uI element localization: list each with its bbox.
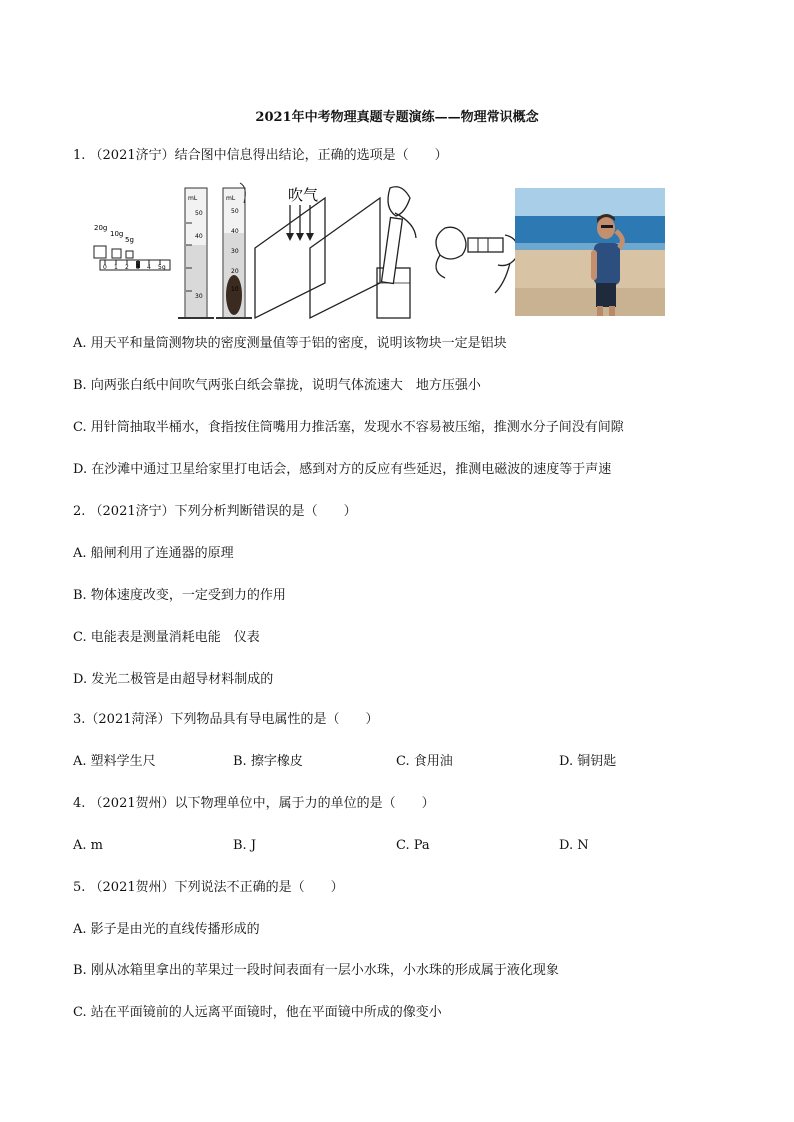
q2-option-b: B. 物体速度改变，一定受到力的作用 [73, 588, 286, 603]
question-2-stem: 2. （2021济宁）下列分析判断错误的是（ ） [73, 504, 357, 519]
q3-option-d: D. 铜钥匙 [559, 754, 617, 769]
cylinder-1-tick-40: 40 [195, 233, 203, 240]
q2-option-c: C. 电能表是测量消耗电能 仪表 [73, 630, 260, 645]
question-3-stem: 3.（2021菏泽）下列物品具有导电属性的是（ ） [73, 712, 379, 727]
syringe-beaker-figure [377, 187, 416, 318]
q5-option-c: C. 站在平面镜前的人远离平面镜时，他在平面镜中所成的像变小 [73, 1005, 442, 1020]
q4-option-a: A. m [73, 838, 103, 853]
q2-option-a: A. 船闸利用了连通器的原理 [73, 546, 234, 561]
balance-figure [94, 224, 170, 271]
cylinder-2-tick-20: 20 [231, 268, 239, 275]
q5-option-a: A. 影子是由光的直线传播形成的 [73, 922, 260, 937]
q1-option-b: B. 向两张白纸中间吹气两张白纸会靠拢，说明气体流速大 地方压强小 [73, 378, 481, 393]
cylinder-1 [178, 188, 214, 318]
scale-tick-2: 2 [125, 264, 129, 271]
scale-tick-4: 4 [147, 264, 151, 271]
cylinder-2-tick-40: 40 [231, 228, 239, 235]
q4-option-b: B. J [233, 838, 257, 853]
beach-phone-call-photo [515, 188, 665, 316]
weight-label-5g: 5g [125, 236, 134, 244]
q1-option-c: C. 用针筒抽取半桶水，食指按住筒嘴用力推活塞，发现水不容易被压缩，推测水分子间没有间隙 [73, 420, 624, 435]
cylinder-2-tick-30: 30 [231, 248, 239, 255]
cylinder-2-tick-10: 10 [231, 286, 239, 293]
q4-options-row [73, 837, 733, 855]
weight-label-10g: 10g [110, 230, 124, 238]
q3-options-row [73, 753, 733, 771]
question-1-figures [94, 183, 665, 323]
cylinder-2 [216, 183, 252, 318]
cylinder-1-tick-50: 50 [195, 210, 203, 217]
scale-tick-1: 1 [114, 264, 118, 271]
q4-option-d: D. N [559, 838, 589, 853]
cylinder-1-tick-30: 30 [195, 293, 203, 300]
scale-tick-0: 0 [103, 264, 107, 271]
beach-photo-image [515, 188, 665, 316]
weight-label-20g: 20g [94, 224, 108, 232]
cylinder-2-unit: mL [226, 195, 236, 202]
paper-sheets-figure [255, 186, 380, 318]
scale-tick-5g: 5g [158, 264, 166, 271]
cylinder-1-unit: mL [188, 195, 198, 202]
q3-option-c: C. 食用油 [396, 754, 453, 769]
q1-option-a: A. 用天平和量筒测物块的密度测量值等于铝的密度，说明该物块一定是铝块 [73, 336, 507, 351]
q3-option-b: B. 擦字橡皮 [233, 754, 303, 769]
q1-option-d: D. 在沙滩中通过卫星给家里打电话会，感到对方的反应有些延迟，推测电磁波的速度等于声速 [73, 462, 612, 477]
page-title: 2021年中考物理真题专题演练——物理常识概念 [255, 110, 539, 125]
question-5-stem: 5. （2021贺州）下列说法不正确的是（ ） [73, 880, 344, 895]
question-1-stem: 1. （2021济宁）结合图中信息得出结论，正确的选项是（ ） [73, 148, 448, 163]
q2-option-d: D. 发光二极管是由超导材料制成的 [73, 672, 274, 687]
q5-option-b: B. 刚从冰箱里拿出的苹果过一段时间表面有一层小水珠，小水珠的形成属于液化现象 [73, 963, 559, 978]
q3-option-a: A. 塑料学生尺 [73, 754, 156, 769]
question-4-stem: 4. （2021贺州）以下物理单位中，属于力的单位的是（ ） [73, 796, 435, 811]
cylinder-2-tick-50: 50 [231, 208, 239, 215]
hands-syringe-figure [436, 227, 518, 293]
scale-tick-3: 3 [136, 264, 140, 271]
q4-option-c: C. Pa [396, 838, 430, 853]
blow-label: 吹气 [288, 186, 319, 204]
